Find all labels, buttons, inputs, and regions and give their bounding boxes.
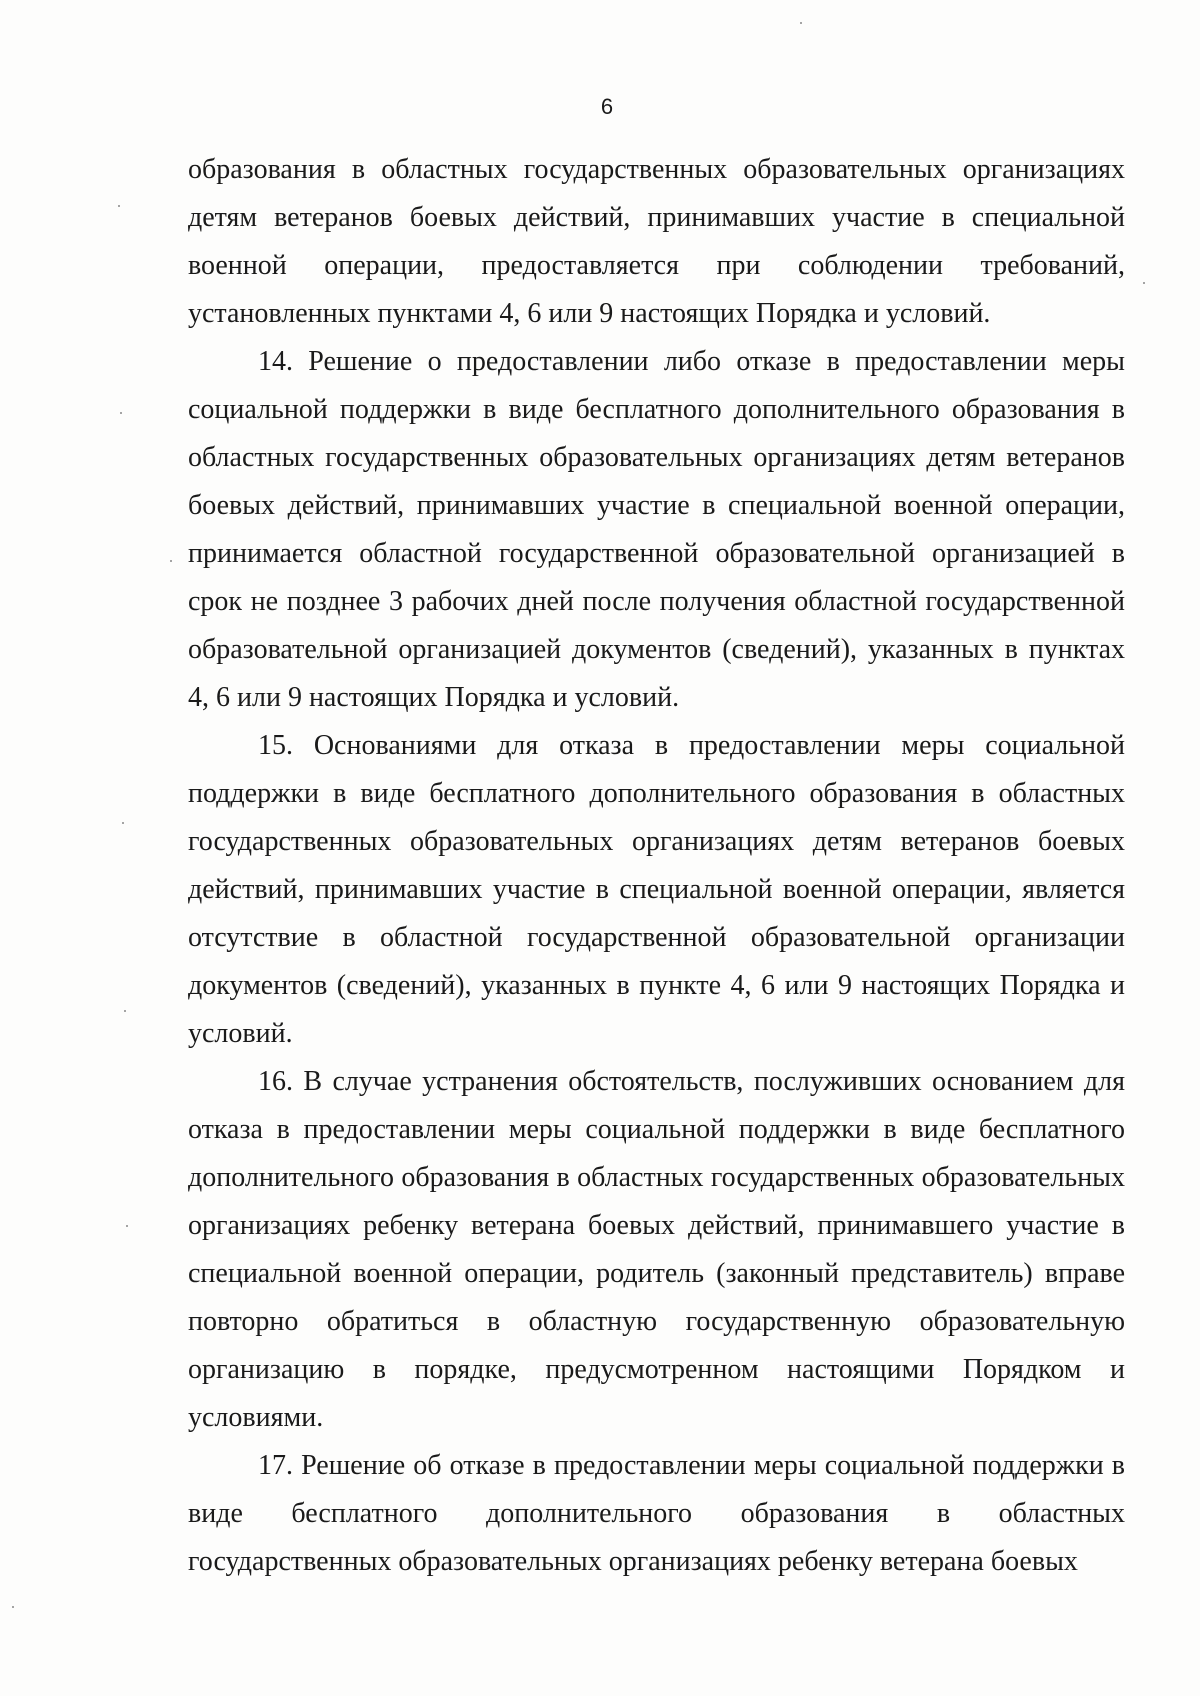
paragraph-14: 14. Решение о предоставлении либо отказе в предоставлении меры социальной поддержки в виде бесплатного дополнительного образования в областных государственных образовательных организациях детям ветеранов боевых действий, принимавших участие в специальной военной операции, принимается областной государственной образовательной организацией в срок не позднее 3 рабочих дней после получения областной государственной образовательной организацией документов (сведений), указанных в пунктах 4, 6 или 9 настоящих Порядка и условий. — [188, 346, 1125, 713]
scan-speck — [120, 412, 122, 414]
scan-speck — [124, 1010, 126, 1012]
scan-speck — [122, 822, 124, 824]
paragraph-15: 15. Основаниями для отказа в предоставлении меры социальной поддержки в виде бесплатного дополнительного образования в областных государственных образовательных организациях детям ветеранов боевых действий, принимавших участие в специальной военной операции, является отсутствие в областной государственной образовательной организации документов (сведений), указанных в пункте 4, 6 или 9 настоящих Порядка и условий. — [188, 730, 1125, 1049]
paragraph-16: 16. В случае устранения обстоятельств, послуживших основанием для отказа в предоставлении меры социальной поддержки в виде бесплатного дополнительного образования в областных государственных образовательных организациях ребенку ветерана боевых действий, принимавшего участие в специальной военной операции, родитель (законный представитель) вправе повторно обратиться в областную государственную образовательную организацию в порядке, предусмотренном настоящими Порядком и условиями. — [188, 1066, 1125, 1433]
scan-speck — [118, 205, 120, 207]
scan-speck — [1143, 282, 1145, 284]
scan-speck — [170, 560, 172, 562]
paragraph-17: 17. Решение об отказе в предоставлении меры социальной поддержки в виде бесплатного дополнительного образования в областных государственных образовательных организациях ребенку ветерана боевых — [188, 1450, 1125, 1577]
scan-speck — [126, 1225, 128, 1227]
page-number: 6 — [600, 94, 614, 119]
paragraph-continuation: образования в областных государственных образовательных организациях детям ветеранов боевых действий, принимавших участие в специальной военной операции, предоставляется при соблюдении требований, установленных пунктами 4, 6 или 9 настоящих Порядка и условий. — [188, 154, 1125, 329]
scan-speck — [12, 1606, 14, 1608]
scan-speck — [800, 22, 802, 24]
document-body — [188, 146, 1125, 1586]
